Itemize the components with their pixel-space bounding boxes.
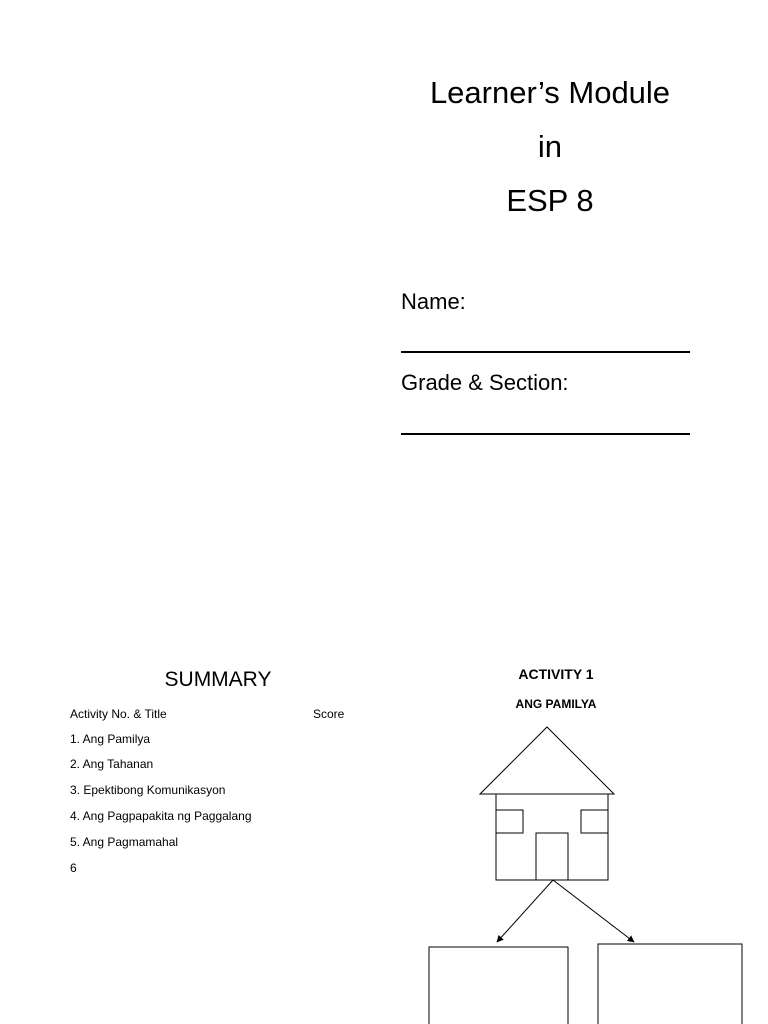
grade-section-label: Grade & Section:	[401, 370, 569, 395]
summary-row: 1. Ang Pamilya	[70, 732, 151, 746]
module-title-line-3: ESP 8	[506, 183, 594, 218]
summary-row: 5. Ang Pagmamahal	[70, 835, 179, 849]
summary-row: 6	[70, 861, 77, 875]
module-title-line-1: Learner’s Module	[429, 75, 671, 110]
house-window-left	[496, 810, 523, 833]
summary-column-score: Score	[313, 707, 345, 721]
house-roof	[480, 727, 614, 794]
name-label: Name:	[401, 289, 466, 314]
module-title-line-2: in	[537, 129, 563, 164]
house-body	[496, 794, 608, 880]
answer-box-right[interactable]	[598, 944, 742, 1024]
activity-heading: ACTIVITY 1	[518, 666, 594, 682]
answer-box-left[interactable]	[429, 947, 568, 1024]
house-door	[536, 833, 568, 880]
house-window-right	[581, 810, 608, 833]
summary-heading: SUMMARY	[164, 668, 272, 691]
summary-row: 2. Ang Tahanan	[70, 757, 154, 771]
arrow-to-right-box	[553, 880, 634, 942]
arrow-to-left-box	[497, 880, 553, 942]
activity-subheading: ANG PAMILYA	[515, 697, 597, 711]
summary-column-activity: Activity No. & Title	[70, 707, 167, 721]
summary-row: 3. Epektibong Komunikasyon	[70, 783, 226, 797]
summary-row: 4. Ang Pagpapakita ng Paggalang	[70, 809, 252, 823]
